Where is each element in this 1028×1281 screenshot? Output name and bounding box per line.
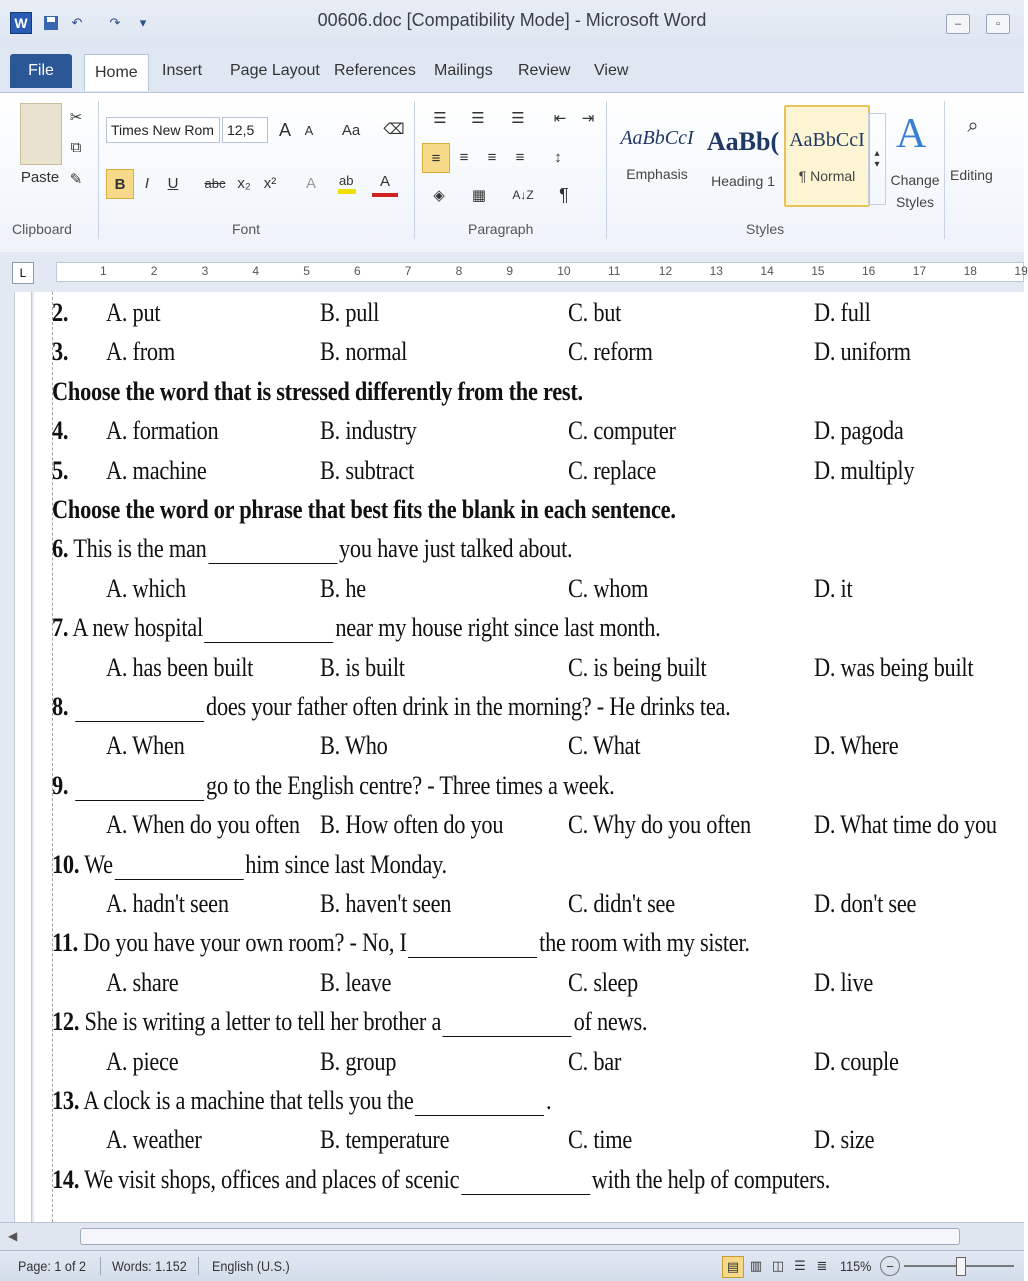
question-number: 12. — [52, 1007, 80, 1037]
answer-blank — [115, 859, 244, 880]
option-a: A. When — [106, 731, 185, 761]
ruler-number: 18 — [963, 264, 977, 278]
outline-icon[interactable]: ☰ — [794, 1258, 806, 1273]
ruler-number: 14 — [760, 264, 774, 278]
separator — [414, 101, 415, 239]
ruler-number: 13 — [709, 264, 723, 278]
question-line — [52, 850, 447, 880]
option-a: A. piece — [106, 1046, 179, 1076]
borders-icon[interactable]: ▦ — [471, 187, 487, 204]
draft-icon[interactable]: ≣ — [816, 1258, 828, 1273]
question-line — [52, 1086, 551, 1116]
paragraph-group-label: Paragraph — [468, 221, 534, 237]
style-name: Heading 1 — [711, 173, 775, 189]
question-text: A new hospital — [72, 613, 203, 643]
ruler-number: 17 — [912, 264, 927, 278]
tab-page-layout[interactable]: Page Layout — [230, 62, 320, 79]
question-text: near my house right since last month. — [335, 613, 661, 643]
ruler-number: 12 — [658, 264, 673, 278]
styles-group-label: Styles — [746, 221, 785, 237]
scroll-thumb[interactable] — [80, 1228, 960, 1245]
question-number: 5. — [52, 455, 69, 485]
line-spacing-icon[interactable]: ↕ — [554, 148, 562, 166]
question-number: 13. — [52, 1086, 80, 1115]
section-heading: Choose the word that is stressed differently from the rest. — [52, 376, 583, 406]
option-c: C. Why do you often — [568, 810, 751, 840]
window-title: 00606.doc [Compatibility Mode] - Microsoft Word — [317, 10, 707, 30]
change-styles-icon[interactable] — [890, 105, 940, 157]
answer-blank — [415, 1095, 544, 1116]
style-name: ¶ Normal — [798, 168, 856, 184]
question-text: . — [545, 1086, 552, 1115]
option-d: D. was being built — [814, 652, 974, 682]
ribbon-tabs — [0, 48, 1024, 92]
option-a: A. When do you often — [106, 810, 300, 840]
tab-home[interactable]: Home — [84, 54, 149, 91]
option-a: A. which — [106, 573, 186, 603]
question-number: 11. — [52, 928, 78, 958]
subscript-button[interactable]: x₂ — [237, 174, 251, 192]
style-heading-1[interactable] — [702, 105, 784, 203]
question-line — [52, 613, 661, 643]
ruler-number: 10 — [557, 264, 571, 278]
vertical-ruler[interactable] — [0, 292, 34, 1222]
option-b: B. industry — [320, 416, 417, 446]
question-text: of news. — [573, 1007, 648, 1037]
paste-icon[interactable] — [20, 103, 62, 165]
option-c: C. time — [568, 1125, 633, 1155]
question-number: 2. — [52, 298, 69, 327]
tab-references[interactable]: References — [334, 62, 416, 79]
option-d: D. Where — [814, 731, 899, 761]
full-screen-reading-icon[interactable]: ▥ — [749, 1258, 763, 1273]
language-indicator[interactable]: English (U.S.) — [212, 1258, 290, 1274]
question-line — [52, 928, 750, 958]
option-a: A. put — [106, 298, 161, 327]
question-text: This is the man — [73, 534, 207, 564]
answer-blank — [443, 1016, 572, 1037]
question-number: 9. — [52, 770, 69, 800]
option-c: C. whom — [568, 573, 649, 603]
multilevel-list-icon[interactable]: ☰ — [511, 110, 525, 127]
tab-file[interactable]: File — [10, 54, 72, 88]
ruler-number: 2 — [150, 264, 158, 278]
option-b: B. group — [320, 1046, 397, 1076]
option-c: C. but — [568, 298, 622, 327]
question-text: We visit shops, offices and places of scenic — [84, 1164, 460, 1194]
print-layout-icon[interactable]: ▤ — [722, 1256, 744, 1278]
separator — [98, 101, 99, 239]
answer-blank — [461, 1174, 590, 1195]
find-icon[interactable]: ⌕ — [967, 114, 979, 137]
question-text: him since last Monday. — [245, 849, 447, 879]
option-c: C. reform — [568, 337, 653, 367]
zoom-slider-handle[interactable] — [956, 1257, 966, 1276]
bold-button[interactable]: B — [106, 169, 134, 199]
font-size-combo[interactable]: 12,5 — [222, 117, 268, 143]
option-c: C. replace — [568, 455, 657, 485]
align-right-icon[interactable]: ≡ — [487, 148, 497, 166]
style-sample: AaBbCcI — [789, 129, 865, 151]
clear-formatting-icon[interactable]: ⌫ — [383, 121, 405, 138]
separator — [100, 1257, 101, 1275]
option-d: D. uniform — [814, 337, 911, 367]
question-number: 8. — [52, 692, 69, 721]
ruler-number: 5 — [303, 264, 310, 278]
superscript-button[interactable]: x² — [263, 174, 277, 192]
tab-selector-icon[interactable]: L — [12, 262, 34, 284]
shrink-font-button[interactable]: A — [304, 122, 314, 138]
question-text: A clock is a machine that tells you the — [83, 1086, 414, 1115]
restore-button[interactable]: ▫ — [986, 14, 1010, 34]
font-name-combo[interactable]: Times New Rom — [106, 117, 220, 143]
tab-view[interactable]: View — [594, 62, 629, 79]
question-line — [52, 1007, 647, 1037]
word-count[interactable]: Words: 1.152 — [112, 1258, 187, 1274]
sort-button[interactable]: A↓Z — [512, 188, 534, 202]
question-text: She is writing a letter to tell her brother a — [84, 1007, 442, 1037]
question-number: 4. — [52, 416, 69, 446]
ruler-number: 4 — [252, 264, 260, 278]
option-c: C. What — [568, 731, 641, 761]
question-number: 3. — [52, 337, 69, 367]
option-d: D. don't see — [814, 889, 917, 918]
option-a: A. weather — [106, 1125, 202, 1155]
show-formatting-button[interactable]: ¶ — [559, 184, 569, 205]
question-text: does your father often drink in the morning? - He drinks tea. — [206, 692, 731, 721]
option-d: D. full — [814, 298, 871, 327]
tab-mailings[interactable]: Mailings — [434, 62, 493, 79]
answer-blank — [408, 937, 537, 958]
option-c: C. bar — [568, 1046, 622, 1076]
title-bar — [0, 0, 1024, 49]
web-layout-icon[interactable]: ◫ — [771, 1258, 785, 1273]
italic-button[interactable]: I — [144, 174, 150, 192]
zoom-level[interactable]: 115% — [840, 1258, 872, 1274]
format-painter-icon[interactable]: ✎ — [69, 171, 83, 188]
justify-icon[interactable]: ≡ — [515, 148, 525, 166]
ruler-number: 7 — [404, 264, 412, 278]
tab-insert[interactable]: Insert — [162, 62, 203, 79]
answer-blank — [205, 622, 334, 643]
option-c: C. computer — [568, 416, 676, 446]
answer-blank — [208, 543, 337, 564]
answer-blank — [75, 701, 204, 722]
option-d: D. live — [814, 967, 874, 997]
option-d: D. What time do you — [814, 810, 997, 840]
tab-review[interactable]: Review — [518, 62, 571, 79]
option-c: C. is being built — [568, 652, 707, 682]
status-bar — [0, 1250, 1024, 1281]
change-case-button[interactable]: Aa — [341, 121, 361, 139]
option-a: A. machine — [106, 455, 207, 485]
clipboard-group-label: Clipboard — [12, 221, 72, 237]
option-b: B. How often do you — [320, 810, 504, 840]
option-a: A. share — [106, 967, 179, 997]
question-text: you have just talked about. — [339, 534, 573, 564]
redo-icon[interactable]: ↷ — [109, 15, 121, 30]
separator — [198, 1257, 199, 1275]
option-a: A. formation — [106, 416, 219, 446]
option-b: B. is built — [320, 652, 405, 682]
ruler-number: 6 — [354, 264, 361, 278]
zoom-out-icon[interactable]: − — [880, 1256, 900, 1276]
align-left-icon[interactable]: ≡ — [422, 143, 450, 173]
horizontal-scrollbar[interactable] — [0, 1222, 1024, 1251]
answer-blank — [75, 780, 204, 801]
paste-button[interactable]: Paste — [20, 168, 60, 186]
ruler-number: 9 — [506, 264, 514, 278]
option-d: D. multiply — [814, 455, 915, 485]
ruler-number: 15 — [811, 264, 825, 278]
shading-icon[interactable]: ◈ — [433, 187, 445, 204]
option-a: A. hadn't seen — [106, 889, 229, 918]
question-text: go to the English centre? - Three times a week. — [206, 770, 615, 800]
word-app-icon[interactable]: W — [10, 12, 32, 34]
option-b: B. temperature — [320, 1125, 450, 1155]
style-emphasis[interactable] — [616, 105, 698, 203]
option-c: C. didn't see — [568, 889, 675, 918]
option-c: C. sleep — [568, 967, 638, 997]
style-normal[interactable] — [784, 105, 870, 207]
question-number: 7. — [52, 613, 69, 643]
ruler-number: 16 — [862, 264, 876, 278]
option-b: B. leave — [320, 967, 392, 997]
option-b: B. he — [320, 573, 366, 603]
font-color-button[interactable]: A — [372, 169, 398, 197]
customize-toolbar-icon[interactable]: ▾ — [139, 15, 147, 30]
underline-button[interactable]: U — [167, 174, 179, 192]
option-d: D. pagoda — [814, 416, 904, 446]
option-b: B. subtract — [320, 455, 415, 485]
question-text: the room with my sister. — [539, 928, 750, 958]
section-heading: Choose the word or phrase that best fits the blank in each sentence. — [52, 495, 676, 524]
question-line — [52, 1165, 830, 1195]
increase-indent-icon[interactable]: ⇥ — [581, 110, 595, 127]
question-line — [52, 692, 731, 722]
option-b: B. Who — [320, 731, 388, 761]
cut-icon[interactable]: ✂ — [69, 109, 83, 126]
ribbon — [0, 92, 1024, 254]
question-text: We — [84, 849, 113, 879]
question-text: with the help of computers. — [591, 1164, 831, 1194]
bullets-icon[interactable]: ☰ — [433, 110, 447, 127]
question-line — [52, 771, 614, 801]
change-styles-button[interactable]: Change Styles — [890, 172, 940, 210]
question-line — [52, 534, 572, 564]
vruler-strip — [14, 292, 32, 1222]
question-number: 6. — [52, 534, 69, 564]
font-group-label: Font — [232, 221, 261, 237]
undo-icon[interactable]: ↶ — [71, 15, 83, 30]
style-name: Emphasis — [626, 166, 688, 182]
ruler-number: 11 — [608, 264, 621, 278]
ruler-number: 1 — [100, 264, 107, 278]
question-number: 10. — [52, 849, 80, 879]
page-count[interactable]: Page: 1 of 2 — [18, 1258, 86, 1274]
ruler-number: 3 — [201, 264, 209, 278]
highlight-icon[interactable] — [334, 169, 360, 197]
ruler-number: 8 — [455, 264, 463, 278]
style-sample: AaBb( — [706, 127, 780, 156]
option-b: B. pull — [320, 298, 380, 327]
editing-button[interactable]: Editing — [950, 167, 993, 183]
align-center-icon[interactable]: ≡ — [459, 148, 469, 166]
copy-icon[interactable]: ⧉ — [70, 138, 82, 156]
document-page[interactable] — [34, 292, 1024, 1222]
horizontal-ruler[interactable] — [0, 252, 1028, 293]
minimize-button[interactable]: – — [946, 14, 970, 34]
numbering-icon[interactable]: ☰ — [471, 110, 485, 127]
svg-text:A: A — [896, 111, 927, 157]
separator — [606, 101, 607, 239]
separator — [944, 101, 945, 239]
text-effects-icon[interactable]: A — [305, 174, 316, 192]
ruler-number: 19 — [1014, 264, 1028, 278]
decrease-indent-icon[interactable]: ⇤ — [553, 110, 567, 127]
option-d: D. it — [814, 573, 853, 603]
scroll-left-icon[interactable]: ◀ — [8, 1229, 18, 1243]
strikethrough-button[interactable]: abc — [204, 175, 226, 191]
style-sample: AaBbCcI — [620, 127, 694, 149]
option-a: A. has been built — [106, 652, 254, 682]
option-a: A. from — [106, 337, 175, 367]
styles-scroll-icon[interactable]: ▴ ▾ — [868, 113, 886, 205]
option-b: B. normal — [320, 337, 408, 367]
option-d: D. size — [814, 1125, 875, 1155]
svg-text:ab: ab — [339, 173, 354, 188]
option-b: B. haven't seen — [320, 889, 452, 918]
option-d: D. couple — [814, 1046, 899, 1076]
grow-font-button[interactable]: A — [278, 119, 291, 140]
question-text: Do you have your own room? - No, I — [83, 928, 407, 958]
question-number: 14. — [52, 1164, 80, 1194]
